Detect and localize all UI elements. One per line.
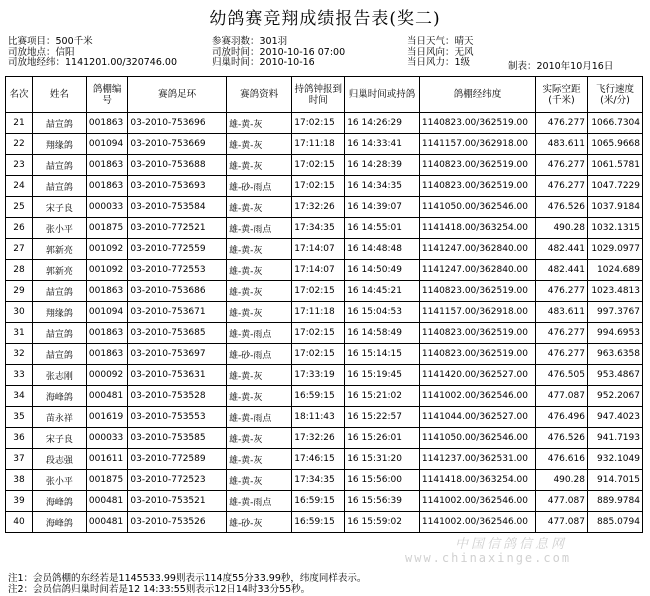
cell-ring: 03-2010-753696 [128,113,227,134]
cell-ring: 03-2010-753528 [128,386,227,407]
cell-distance: 482.441 [536,260,588,281]
cell-clock-time: 16:59:15 [292,491,345,512]
entries: 参赛羽数：301羽 [212,36,288,47]
cell-clock-time: 17:34:35 [292,470,345,491]
cell-speed: 1023.4813 [587,281,642,302]
cell-loft-no: 001863 [86,344,127,365]
cell-coords: 1140823.00/362519.00 [419,344,535,365]
cell-rank: 35 [6,407,33,428]
cell-distance: 476.526 [536,428,588,449]
cell-speed: 963.6358 [587,344,642,365]
cell-speed: 1024.689 [587,260,642,281]
cell-loft-no: 001863 [86,176,127,197]
cell-info: 雄-黄-灰 [226,428,291,449]
cell-distance: 476.277 [536,344,588,365]
cell-return-time: 16 14:26:29 [345,113,420,134]
cell-distance: 490.28 [536,470,588,491]
col-clock-time: 持鸽钟报到时间 [292,77,345,113]
meta-right [407,37,474,69]
table-header [6,77,643,113]
cell-return-time: 16 15:14:15 [345,344,420,365]
cell-clock-time: 18:11:43 [292,407,345,428]
cell-name: 张小平 [32,470,86,491]
cell-loft-no: 001875 [86,470,127,491]
cell-loft-no: 001863 [86,281,127,302]
cell-clock-time: 16:59:15 [292,386,345,407]
cell-ring: 03-2010-772553 [128,260,227,281]
cell-info: 雄-黄-灰 [226,239,291,260]
cell-speed: 941.7193 [587,428,642,449]
cell-clock-time: 17:11:18 [292,302,345,323]
cell-name: 张志刚 [32,365,86,386]
cell-clock-time: 16:59:15 [292,512,345,533]
table-row [6,176,643,197]
cell-loft-no: 001092 [86,239,127,260]
cell-rank: 33 [6,365,33,386]
cell-loft-no: 001094 [86,134,127,155]
release-place: 司放地点：信阳 [8,46,75,58]
cell-name: 郭新亮 [32,239,86,260]
cell-info: 雄-黄-灰 [226,197,291,218]
cell-name: 喆宣鸽 [32,176,86,197]
cell-clock-time: 17:02:15 [292,323,345,344]
cell-ring: 03-2010-753697 [128,344,227,365]
cell-info: 雄-黄-灰 [226,260,291,281]
cell-distance: 483.611 [536,302,588,323]
cell-ring: 03-2010-753526 [128,512,227,533]
cell-coords: 1140823.00/362519.00 [419,155,535,176]
table-row [6,218,643,239]
release-time: 司放时间：2010-10-16 07:00 [212,46,346,58]
cell-rank: 28 [6,260,33,281]
cell-return-time: 16 15:26:01 [345,428,420,449]
weather: 当日天气：晴天 [407,36,474,47]
cell-info: 雄-砂-灰 [226,512,291,533]
cell-coords: 1141157.00/362918.00 [419,302,535,323]
cell-return-time: 16 15:19:45 [345,365,420,386]
table-row [6,155,643,176]
cell-name: 翔缘鸽 [32,302,86,323]
cell-clock-time: 17:14:07 [292,260,345,281]
cell-rank: 36 [6,428,33,449]
table-row [6,470,643,491]
cell-coords: 1141002.00/362546.00 [419,512,535,533]
cell-clock-time: 17:32:26 [292,428,345,449]
table-body [6,113,643,533]
cell-rank: 34 [6,386,33,407]
cell-clock-time: 17:14:07 [292,239,345,260]
cell-coords: 1141418.00/363254.00 [419,470,535,491]
cell-loft-no: 001863 [86,155,127,176]
col-rank: 名次 [6,77,33,113]
cell-clock-time: 17:02:15 [292,113,345,134]
cell-loft-no: 000481 [86,386,127,407]
cell-rank: 32 [6,344,33,365]
cell-speed: 997.3767 [587,302,642,323]
cell-loft-no: 001875 [86,218,127,239]
cell-name: 喆宣鸽 [32,344,86,365]
note-2: 注2：会员信鸽归巢时间若是12 14:33:55则表示12日14时33分55秒。 [8,584,311,595]
cell-loft-no: 001619 [86,407,127,428]
cell-clock-time: 17:02:15 [292,176,345,197]
cell-speed: 932.1049 [587,449,642,470]
cell-coords: 1141157.00/362918.00 [419,134,535,155]
cell-distance: 477.087 [536,512,588,533]
cell-name: 宋子良 [32,197,86,218]
cell-ring: 03-2010-753685 [128,323,227,344]
cell-rank: 31 [6,323,33,344]
cell-speed: 953.4867 [587,365,642,386]
cell-coords: 1141420.00/362527.00 [419,365,535,386]
cell-distance: 476.526 [536,197,588,218]
cell-speed: 947.4023 [587,407,642,428]
cell-speed: 889.9784 [587,491,642,512]
meta-middle [212,37,345,69]
cell-distance: 476.277 [536,176,588,197]
cell-return-time: 16 14:33:41 [345,134,420,155]
col-return-time: 归巢时间或持鸽 [345,77,420,113]
table-row [6,428,643,449]
cell-ring: 03-2010-753585 [128,428,227,449]
cell-rank: 27 [6,239,33,260]
table-row [6,344,643,365]
cell-name: 郭新亮 [32,260,86,281]
cell-loft-no: 000033 [86,197,127,218]
table-row [6,281,643,302]
cell-info: 雄-黄-灰 [226,155,291,176]
cell-info: 雄-黄-灰 [226,113,291,134]
cell-info: 雄-黄-雨点 [226,218,291,239]
cell-coords: 1140823.00/362519.00 [419,281,535,302]
cell-ring: 03-2010-753686 [128,281,227,302]
cell-speed: 1066.7304 [587,113,642,134]
cell-rank: 29 [6,281,33,302]
table-row [6,239,643,260]
cell-loft-no: 001863 [86,323,127,344]
cell-ring: 03-2010-753553 [128,407,227,428]
cell-name: 段志强 [32,449,86,470]
cell-speed: 885.0794 [587,512,642,533]
cell-coords: 1141002.00/362546.00 [419,386,535,407]
cell-distance: 490.28 [536,218,588,239]
cell-name: 喆宣鸽 [32,155,86,176]
cell-ring: 03-2010-753669 [128,134,227,155]
cell-clock-time: 17:34:35 [292,218,345,239]
cell-name: 喆宣鸽 [32,281,86,302]
table-row [6,134,643,155]
cell-return-time: 16 14:50:49 [345,260,420,281]
watermark-text: 中国信鸽信息网 [455,537,568,552]
cell-coords: 1141044.00/362527.00 [419,407,535,428]
cell-distance: 476.277 [536,113,588,134]
cell-rank: 39 [6,491,33,512]
cell-ring: 03-2010-772523 [128,470,227,491]
table-row [6,197,643,218]
cell-loft-no: 000033 [86,428,127,449]
cell-rank: 37 [6,449,33,470]
cell-rank: 22 [6,134,33,155]
table-row [6,407,643,428]
col-loft-no: 鸽棚编号 [86,77,127,113]
cell-return-time: 16 15:22:57 [345,407,420,428]
cell-return-time: 16 15:21:02 [345,386,420,407]
table-row [6,491,643,512]
cell-loft-no: 000092 [86,365,127,386]
cell-speed: 914.7015 [587,470,642,491]
cell-distance: 483.611 [536,134,588,155]
cell-coords: 1140823.00/362519.00 [419,323,535,344]
cell-distance: 476.277 [536,155,588,176]
cell-loft-no: 000481 [86,491,127,512]
cell-info: 雄-黄-灰 [226,470,291,491]
cell-distance: 476.496 [536,407,588,428]
release-coords: 司放地经纬：1141201.00/320746.00 [8,57,177,68]
cell-coords: 1141237.00/362531.00 [419,449,535,470]
issue-date: 制表：2010年10月16日 [508,61,614,72]
cell-loft-no: 001092 [86,260,127,281]
table-row [6,449,643,470]
cell-clock-time: 17:33:19 [292,365,345,386]
cell-return-time: 16 15:56:00 [345,470,420,491]
cell-ring: 03-2010-772521 [128,218,227,239]
cell-return-time: 16 14:55:01 [345,218,420,239]
cell-return-time: 16 14:39:07 [345,197,420,218]
col-distance: 实际空距(千米) [536,77,588,113]
cell-distance: 477.087 [536,491,588,512]
meta-left [8,37,177,69]
cell-coords: 1141247.00/362840.00 [419,260,535,281]
cell-info: 雄-砂-雨点 [226,344,291,365]
cell-name: 海峰鸽 [32,491,86,512]
cell-return-time: 16 14:45:21 [345,281,420,302]
cell-speed: 1032.1315 [587,218,642,239]
cell-info: 雄-黄-雨点 [226,323,291,344]
cell-clock-time: 17:11:18 [292,134,345,155]
table-row [6,512,643,533]
table-row [6,323,643,344]
cell-return-time: 16 14:48:48 [345,239,420,260]
col-speed: 飞行速度(米/分) [587,77,642,113]
cell-loft-no: 000481 [86,512,127,533]
table-row [6,260,643,281]
cell-rank: 26 [6,218,33,239]
cell-clock-time: 17:02:15 [292,344,345,365]
cell-info: 雄-黄-灰 [226,302,291,323]
cell-return-time: 16 15:56:39 [345,491,420,512]
cell-info: 雄-黄-灰 [226,281,291,302]
table-row [6,365,643,386]
cell-rank: 21 [6,113,33,134]
cell-distance: 482.441 [536,239,588,260]
cell-loft-no: 001863 [86,113,127,134]
cell-coords: 1141050.00/362546.00 [419,197,535,218]
cell-name: 翔缘鸽 [32,134,86,155]
cell-rank: 40 [6,512,33,533]
cell-speed: 994.6953 [587,323,642,344]
cell-distance: 477.087 [536,386,588,407]
cell-info: 雄-黄-灰 [226,134,291,155]
cell-ring: 03-2010-753693 [128,176,227,197]
col-ring: 赛鸽足环 [128,77,227,113]
cell-return-time: 16 15:59:02 [345,512,420,533]
cell-rank: 24 [6,176,33,197]
cell-speed: 1065.9668 [587,134,642,155]
cell-return-time: 16 14:34:35 [345,176,420,197]
footnotes [8,573,366,595]
results-table [5,76,643,533]
table-row [6,386,643,407]
return-date: 归巢时间：2010-10-16 [212,57,315,68]
cell-speed: 1029.0977 [587,239,642,260]
watermark-url: www.chinaxinge.com [405,551,572,565]
note-1: 注1：会员鸽棚的东经若是1145533.99则表示114度55分33.99秒，纬度同样表示。 [8,573,367,584]
table-row [6,302,643,323]
cell-info: 雄-黄-雨点 [226,407,291,428]
cell-return-time: 16 14:58:49 [345,323,420,344]
cell-name: 海峰鸽 [32,386,86,407]
cell-coords: 1141418.00/363254.00 [419,218,535,239]
cell-speed: 1037.9184 [587,197,642,218]
cell-rank: 38 [6,470,33,491]
cell-info: 雄-砂-雨点 [226,176,291,197]
col-info: 赛鸽资料 [226,77,291,113]
cell-name: 宋子良 [32,428,86,449]
cell-ring: 03-2010-753631 [128,365,227,386]
cell-speed: 952.2067 [587,386,642,407]
col-coords: 鸽棚经纬度 [419,77,535,113]
cell-coords: 1140823.00/362519.00 [419,113,535,134]
cell-rank: 30 [6,302,33,323]
cell-speed: 1047.7229 [587,176,642,197]
cell-name: 苗永祥 [32,407,86,428]
cell-return-time: 16 15:31:20 [345,449,420,470]
cell-speed: 1061.5781 [587,155,642,176]
cell-ring: 03-2010-753688 [128,155,227,176]
cell-info: 雄-黄-雨点 [226,491,291,512]
cell-coords: 1141002.00/362546.00 [419,491,535,512]
cell-clock-time: 17:32:26 [292,197,345,218]
race-item: 比赛项目：500千米 [8,36,93,47]
cell-clock-time: 17:02:15 [292,281,345,302]
cell-info: 雄-黄-灰 [226,386,291,407]
cell-name: 张小平 [32,218,86,239]
cell-clock-time: 17:02:15 [292,155,345,176]
cell-return-time: 16 14:28:39 [345,155,420,176]
cell-loft-no: 001611 [86,449,127,470]
cell-ring: 03-2010-753671 [128,302,227,323]
wind-force: 当日风力：1级 [407,57,471,68]
cell-ring: 03-2010-753521 [128,491,227,512]
cell-coords: 1141247.00/362840.00 [419,239,535,260]
cell-coords: 1141050.00/362546.00 [419,428,535,449]
cell-coords: 1140823.00/362519.00 [419,176,535,197]
cell-ring: 03-2010-772589 [128,449,227,470]
report-title: 幼鸽赛竞翔成绩报告表(奖二) [209,9,441,29]
wind-direction: 当日风向：无风 [407,46,474,58]
cell-name: 海峰鸽 [32,512,86,533]
cell-name: 喆宣鸽 [32,323,86,344]
cell-distance: 476.616 [536,449,588,470]
cell-rank: 25 [6,197,33,218]
cell-distance: 476.277 [536,323,588,344]
cell-info: 雄-黄-灰 [226,449,291,470]
cell-ring: 03-2010-772559 [128,239,227,260]
table-row [6,113,643,134]
cell-loft-no: 001094 [86,302,127,323]
cell-clock-time: 17:46:15 [292,449,345,470]
cell-distance: 476.505 [536,365,588,386]
cell-distance: 476.277 [536,281,588,302]
cell-name: 喆宣鸽 [32,113,86,134]
col-name: 姓名 [32,77,86,113]
cell-return-time: 16 15:04:53 [345,302,420,323]
cell-info: 雄-黄-灰 [226,365,291,386]
cell-ring: 03-2010-753584 [128,197,227,218]
cell-rank: 23 [6,155,33,176]
